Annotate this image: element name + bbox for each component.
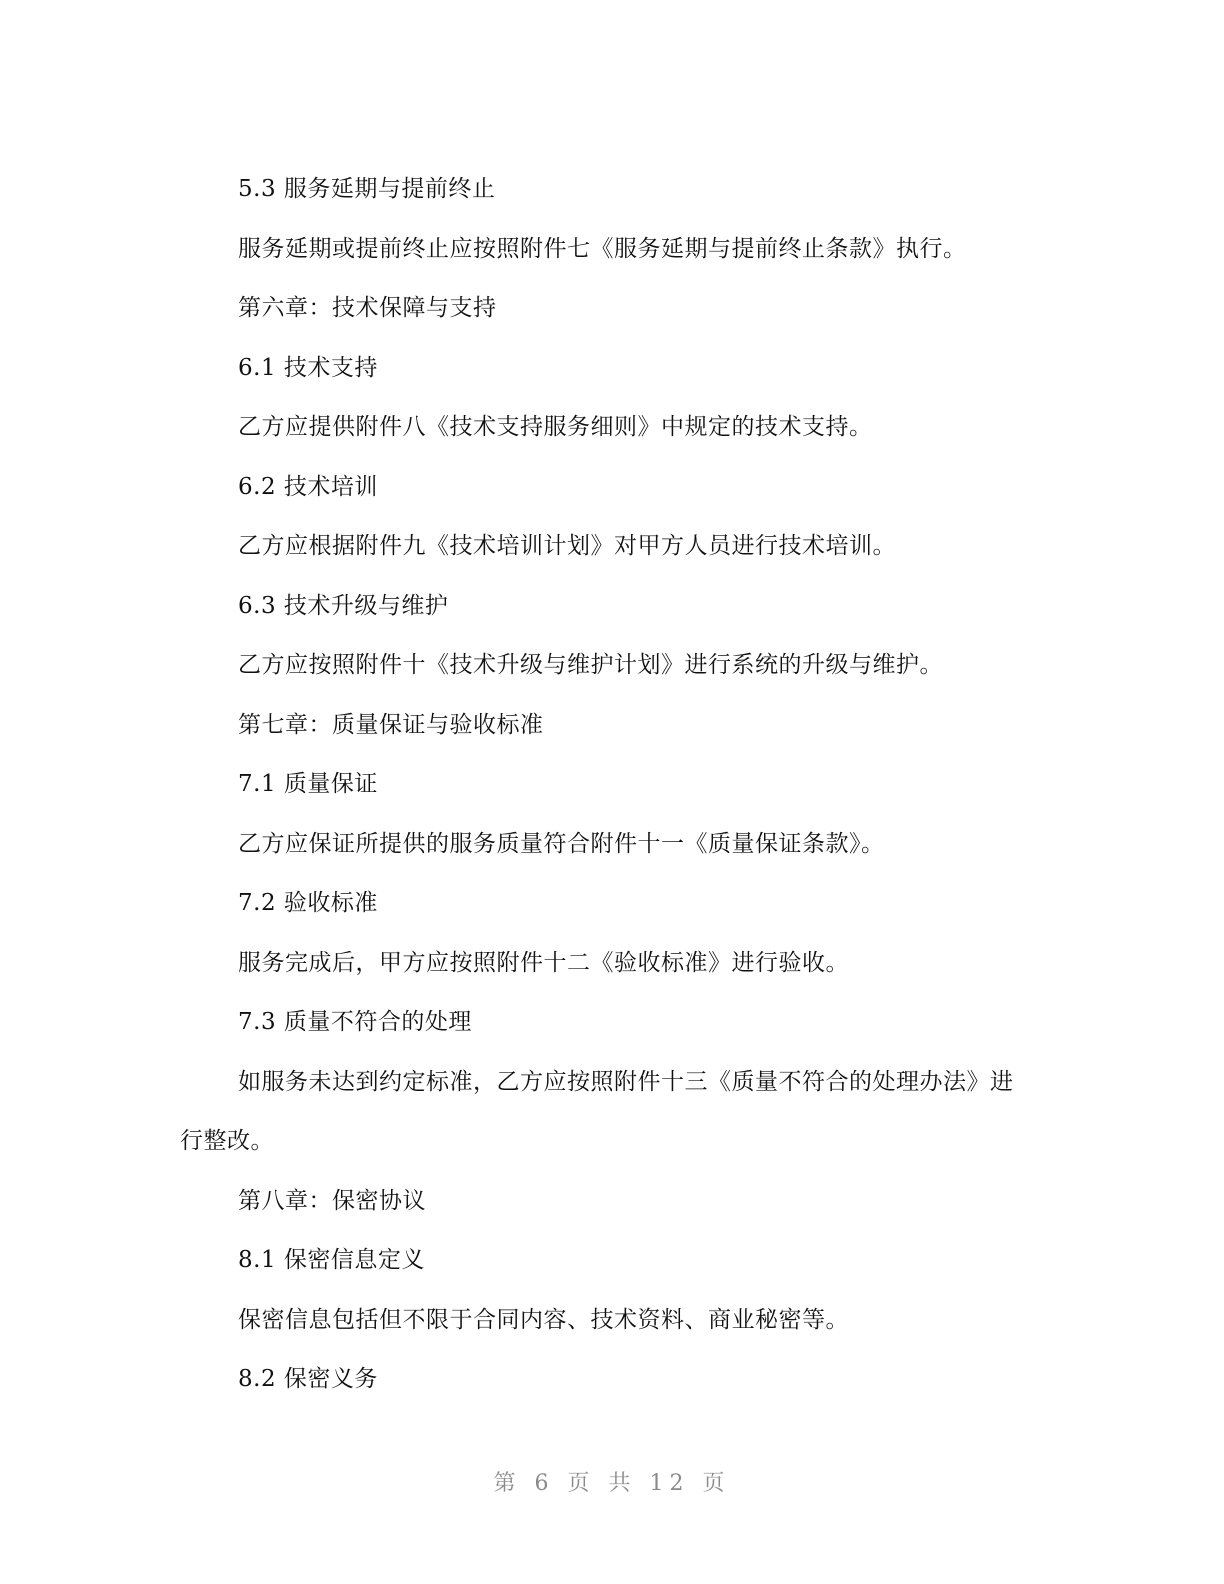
paragraph: 保密信息包括但不限于合同内容、技术资料、商业秘密等。	[238, 1306, 849, 1333]
chapter-heading-6: 第六章：技术保障与支持	[238, 295, 497, 321]
chapter-heading-8: 第八章：保密协议	[238, 1187, 426, 1214]
section-heading-7-1: 7.1 质量保证	[238, 771, 378, 797]
paragraph-continuation: 行整改。	[180, 1128, 274, 1154]
paragraph: 乙方应提供附件八《技术支持服务细则》中规定的技术支持。	[238, 414, 873, 440]
chapter-heading-7: 第七章：质量保证与验收标准	[238, 711, 544, 738]
paragraph: 乙方应根据附件九《技术培训计划》对甲方人员进行技术培训。	[238, 533, 896, 559]
paragraph: 服务完成后，甲方应按照附件十二《验收标准》进行验收。	[238, 949, 849, 976]
section-heading-5-3: 5.3 服务延期与提前终止	[238, 176, 496, 202]
section-heading-6-3: 6.3 技术升级与维护	[238, 592, 449, 619]
section-heading-7-2: 7.2 验收标准	[238, 890, 378, 916]
page-number-footer: 第 6 页 共 12 页	[493, 1471, 731, 1496]
document-body	[180, 160, 1040, 1410]
paragraph: 乙方应按照附件十《技术升级与维护计划》进行系统的升级与维护。	[238, 652, 943, 678]
section-heading-6-1: 6.1 技术支持	[238, 354, 378, 381]
section-heading-7-3: 7.3 质量不符合的处理	[238, 1009, 472, 1035]
paragraph: 如服务未达到约定标准，乙方应按照附件十三《质量不符合的处理办法》进	[238, 1068, 1014, 1095]
section-heading-8-2: 8.2 保密义务	[238, 1366, 378, 1392]
paragraph: 乙方应保证所提供的服务质量符合附件十一《质量保证条款》。	[238, 830, 885, 857]
paragraph: 服务延期或提前终止应按照附件七《服务延期与提前终止条款》执行。	[238, 235, 967, 262]
section-heading-8-1: 8.1 保密信息定义	[238, 1247, 425, 1273]
section-heading-6-2: 6.2 技术培训	[238, 473, 378, 500]
